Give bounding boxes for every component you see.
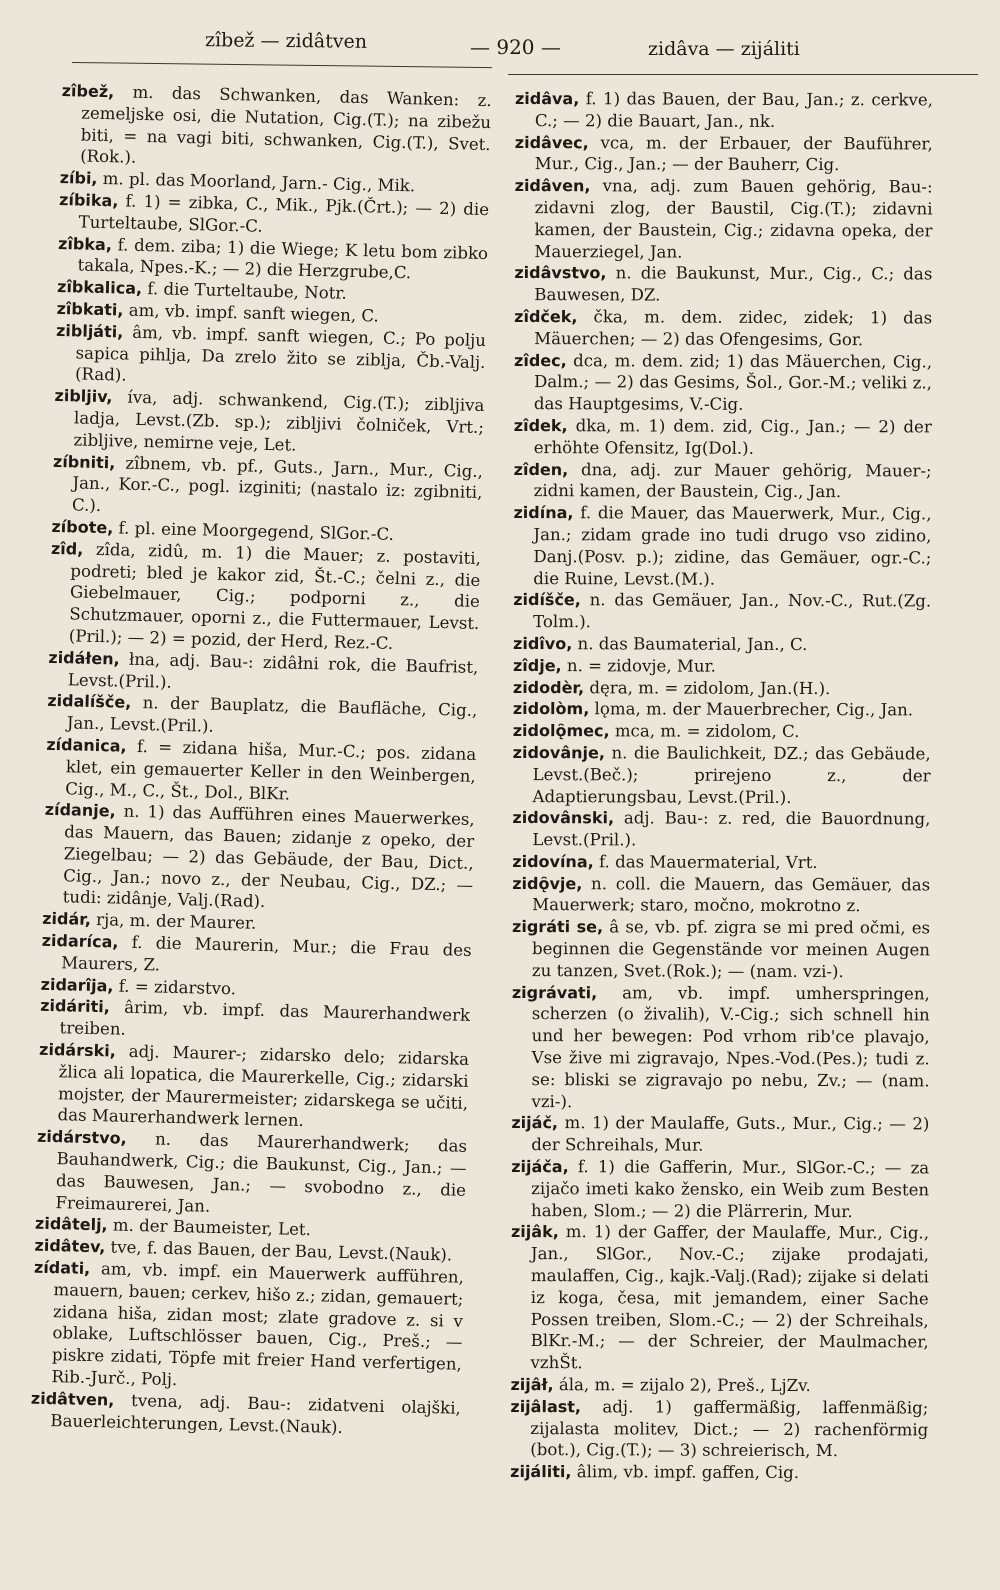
entry-definition: m. 1) der Gaffer, der Maulaffe, Mur., Cig., Jan., SlGor., Nov.-C.; zijake prodajati, maulaffen, Cig., kajk.-Valj.(Rad); zijake si delati iz koga, česa, mit jemandem, einer Sache Possen treiben, Slom.-C.; — 2) der Schreihals, BlKr.-M.; — der Schreier, der Maulmacher, vzhŠt. — [530, 1222, 930, 1373]
entry-headword: zigrávati, — [511, 982, 598, 1002]
entry-headword: zîd, — [50, 538, 84, 559]
entry-definition: n. das Gemäuer, Jan., Nov.-C., Rut.(Zg. Tolm.). — [533, 590, 932, 632]
dictionary-entry — [514, 175, 932, 264]
dictionary-entry — [511, 1221, 930, 1375]
dictionary-entry — [30, 1387, 461, 1441]
entry-definition: f. = zidana hiša, Mur.-C.; pos. zidana klet, ein gemauerter Keller in den Weinbergen, Cig., M., C., Št., Dol., BlKr. — [65, 736, 477, 804]
entry-definition: f. die Turteltaube, Notr. — [141, 279, 347, 303]
running-head-left: zîbež — zidâtven — [204, 29, 368, 53]
entry-headword: zídanica, — [46, 734, 127, 756]
entry-definition: zîbnem, vb. pf., Guts., Jarn., Mur., Cig., Jan., Kor.-C., pogl. izginiti; (nastalo iz: zgibniti, C.). — [71, 452, 484, 516]
entry-headword: zigráti se, — [512, 917, 604, 937]
entry-headword: zidaríca, — [41, 930, 119, 952]
dictionary-entry — [513, 698, 931, 721]
entry-headword: zîbež, — [61, 80, 115, 102]
entry-headword: zidovína, — [512, 851, 594, 872]
entry-definition: vna, adj. zum Bauen gehörig, Bau-: zidavni zlog, der Baustil, Cig.(T.); zidavni kamen, der Baustein, Cig.; zidavna opeka, der Mauerziegel, Jan. — [534, 176, 933, 262]
dictionary-entry — [515, 88, 933, 133]
dictionary-entry — [510, 1396, 928, 1463]
entry-headword: zijâk, — [510, 1222, 559, 1242]
dictionary-entry — [52, 450, 483, 526]
entry-headword: zijâł, — [510, 1375, 554, 1395]
dictionary-entry — [511, 1156, 929, 1223]
entry-headword: zidáłen, — [48, 647, 120, 669]
entry-definition: f. das Mauermaterial, Vrt. — [593, 852, 818, 872]
entry-definition: n. 1) das Aufführen eines Mauerwerkes, das Mauern, das Bauen; zidanje z opeko, der Ziegelbau; — 2) das Gebäude, der Bau, Dict., Cig., Jan.; novo z., der Neubau, Cig., DZ.; — tudi: zidânje, Valj.(Rad). — [62, 801, 475, 912]
entry-definition: f. dem. ziba; 1) die Wiege; K letu bom zibko takala, Npes.-K.; — 2) die Herzgrube,C. — [77, 234, 489, 283]
entry-definition: m. pl. das Moorland, Jarn.- Cig., Mik. — [97, 169, 416, 196]
entry-headword: zídati, — [33, 1257, 91, 1279]
entry-definition: â se, vb. pf. zigra se mi pred očmi, es beginnen die Gegenstände vor meinen Augen zu tanzen, Svet.(Rok.); — (nam. vzi-). — [531, 917, 931, 982]
entry-headword: zidárski, — [38, 1039, 117, 1061]
dictionary-entry — [514, 306, 932, 351]
entry-headword: zidâvstvo, — [514, 263, 607, 283]
entry-headword: zidovânski, — [512, 808, 615, 828]
dictionary-entry — [512, 742, 930, 809]
dictionary-entry — [42, 799, 474, 918]
dictionary-entry — [514, 415, 932, 460]
entry-headword: zîbkalica, — [56, 277, 143, 299]
entry-headword: zíbote, — [51, 516, 114, 538]
entry-headword: zijâlast, — [510, 1396, 582, 1417]
entry-headword: zîbka, — [57, 233, 113, 254]
entry-definition: n. coll. die Mauern, das Gemäuer, das Mauerwerk; staro, močno, mokrotno z. — [532, 873, 931, 916]
entry-headword: zidâtev, — [34, 1235, 106, 1257]
entry-definition: lǫma, m. der Mauerbrecher, Cig., Jan. — [589, 699, 914, 720]
entry-headword: zidâvec, — [514, 132, 589, 152]
entry-definition: am, vb. impf. umherspringen, scherzen (o živalih), V.-Cig.; sich schnell hin und her bewegen: Pod vrhom rib'ce plavajo, Vse žive mi zigravajo, Npes.-Vod.(Pes.); tudi z. se: bliski se zigravajo po nebu, Zv.; — (nam. vzi-). — [531, 982, 930, 1111]
entry-headword: zîdek, — [513, 415, 568, 436]
entry-headword: zîbkati, — [56, 298, 124, 320]
dictionary-entry — [512, 851, 930, 874]
entry-definition: łna, adj. Bau-: zidâłni rok, die Baufrist, Levst.(Pril.). — [67, 649, 479, 692]
entry-headword: zijáliti, — [510, 1462, 572, 1482]
dictionary-entry — [514, 262, 932, 307]
dictionary-entry — [512, 873, 930, 918]
entry-headword: zidalíšče, — [47, 691, 132, 713]
entry-definition: tvena, adj. Bau-: zidatveni olajški, Bauerleichterungen, Levst.(Nauk). — [50, 1390, 462, 1437]
entry-definition: mca, m. = zidolom, C. — [609, 721, 800, 742]
dictionary-entry — [512, 916, 930, 983]
entry-definition: f. 1) = zibka, C., Mik., Pjk.(Črt.); — 2) die Turteltaube, SlGor.-C. — [78, 191, 490, 236]
header-rule-right — [508, 74, 978, 75]
entry-headword: zidîvo, — [513, 633, 573, 654]
entry-headword: zîdje, — [512, 655, 562, 675]
entry-headword: zidovânje, — [512, 742, 605, 763]
entry-headword: zíbniti, — [52, 451, 116, 472]
dictionary-entry — [515, 132, 933, 177]
dictionary-entry — [511, 982, 929, 1114]
entry-definition: am, vb. impf. ein Mauerwerk aufführen, mauern, bauen; cerkev, hišo z.; zidan, gemauert; zidana hiša, zidan most; zlate gradove z. si v oblake, Luftschlösser bauen, Cig., Preš.; — piskre zidati, Töpfe mit freier Hand verfertigen, Rib.-Jurč., Polj. — [51, 1259, 465, 1390]
entry-headword: zidâtven, — [30, 1388, 115, 1410]
dictionary-entry — [31, 1257, 464, 1398]
entry-definition: f. = zidarstvo. — [113, 976, 237, 999]
entry-definition: n. die Baukunst, Mur., Cig., C.; das Bauwesen, DZ. — [534, 263, 933, 305]
entry-headword: zidáriti, — [39, 996, 111, 1017]
entry-headword: zidodèr, — [512, 677, 585, 697]
entry-headword: zidíšče, — [513, 590, 581, 610]
dictionary-entry — [514, 350, 932, 417]
entry-headword: zidâtelj, — [34, 1214, 108, 1235]
dictionary-entry — [513, 720, 931, 743]
running-head-right: zidâva — zijáliti — [648, 38, 800, 60]
dictionary-entry — [49, 538, 481, 657]
dictionary-entry — [512, 807, 930, 852]
entry-headword: zîdček, — [514, 306, 578, 327]
entry-definition: ála, m. = zijalo 2), Preš., LjZv. — [553, 1375, 811, 1396]
entry-definition: m. das Schwanken, das Wanken: z. zemeljske osi, die Nutation, Cig.(T.); na zibežu biti, = na vagi biti, schwanken, Cig.(T.), Svet.(Rok.). — [79, 82, 492, 168]
entry-headword: zíbi, — [59, 168, 98, 189]
entry-definition: íva, adj. schwankend, Cig.(T.); zibljiva ladja, Levst.(Zb. sp.); zibljivi čolniček, Vrt.; zibljive, nemirne veje, Let. — [73, 387, 485, 455]
entry-definition: vca, m. der Erbauer, der Bauführer, Mur., Cig., Jan.; — der Bauherr, Cig. — [534, 132, 933, 175]
entry-definition: dca, m. dem. zid; 1) das Mäuerchen, Cig., Dalm.; — 2) das Gesims, Šol., Gor.-M.; veliki z., das Hauptgesims, V.-Cig. — [533, 350, 933, 414]
dictionary-entry — [60, 80, 492, 177]
entry-headword: zídanje, — [44, 800, 116, 821]
header-rule-left — [72, 62, 492, 68]
entry-definition: dęra, m. = zidolom, Jan.(H.). — [584, 677, 831, 698]
entry-definition: âlim, vb. impf. gaffen, Cig. — [571, 1462, 800, 1483]
left-column — [30, 80, 492, 1441]
entry-definition: f. die Mauer, das Mauerwerk, Mur., Cig., Jan.; zidam grade ino tudi drugo vso zidino, Danj.(Posv. p.); zidine, das Gemäuer, ogr.-C.; die Ruine, Levst.(M.). — [533, 503, 932, 589]
dictionary-entry — [35, 1126, 467, 1223]
entry-definition: zîda, zidû, m. 1) die Mauer; z. postaviti, podreti; bled je kakor zid, Št.-C.; čelni z., die Giebelmauer, Cig.; podporni z., die Schutzmauer, oporni z., die Futtermauer, Levst.(Pril.); — 2) = pozid, der Herd, Rez.-C. — [68, 539, 482, 653]
dictionary-entry — [45, 734, 476, 810]
entry-headword: zidǫ̑vje, — [512, 873, 583, 893]
entry-definition: m. der Baumeister, Let. — [107, 1215, 312, 1240]
entry-headword: zidár, — [42, 909, 92, 930]
dictionary-entry — [53, 385, 484, 461]
entry-definition: tve, f. das Bauen, der Bau, Levst.(Nauk). — [105, 1237, 453, 1265]
dictionary-entry — [513, 655, 931, 678]
entry-headword: zîden, — [513, 459, 569, 479]
dictionary-entry — [55, 320, 486, 396]
entry-definition: n. das Baumaterial, Jan., C. — [572, 634, 808, 654]
entry-headword: zidâven, — [514, 176, 591, 196]
entry-headword: zidárstvo, — [36, 1126, 127, 1149]
dictionary-entry — [513, 633, 931, 656]
entry-headword: zidína, — [513, 503, 574, 523]
entry-definition: am, vb. impf. sanft wiegen, C. — [123, 300, 380, 326]
dictionary-entry — [513, 589, 931, 634]
page-number: — 920 — — [470, 35, 561, 59]
entry-headword: zîdec, — [514, 350, 567, 370]
entry-definition: adj. 1) gaffermäßig, laffenmäßig; zijalasta molitev, Dict.; — 2) rachenförmig (bot.), Cig.(T.); — 3) schreierisch, M. — [530, 1397, 929, 1461]
entry-headword: zijáč, — [511, 1113, 559, 1133]
right-column — [510, 88, 933, 1484]
entry-definition: dka, m. 1) dem. zid, Cig., Jan.; — 2) der erhöhte Ofensitz, Ig(Dol.). — [533, 416, 932, 458]
dictionary-entry — [511, 1112, 929, 1157]
entry-definition: f. 1) das Bauen, der Bau, Jan.; z. cerkve, C.; — 2) die Bauart, Jan., nk. — [534, 89, 933, 131]
dictionary-entry — [513, 502, 931, 591]
entry-headword: zidolǫ̑mec, — [512, 721, 610, 741]
entry-definition: n. die Baulichkeit, DZ.; das Gebäude, Levst.(Beč.); prirejeno z., der Adaptierungsbau, Levst.(Pril.). — [532, 743, 931, 807]
entry-definition: čka, m. dem. zidec, zidek; 1) das Mäuerchen; — 2) das Ofengesims, Gor. — [534, 307, 933, 349]
entry-definition: f. pl. eine Moorgegend, SlGor.-C. — [113, 518, 395, 544]
entry-headword: zidâva, — [514, 88, 580, 109]
entry-definition: f. die Maurerin, Mur.; die Frau des Maurers, Z. — [60, 932, 472, 975]
entry-definition: ârim, vb. impf. das Maurerhandwerk treiben. — [59, 997, 471, 1040]
entry-headword: zíbika, — [58, 189, 119, 211]
entry-headword: zibljiv, — [54, 386, 113, 407]
entry-definition: n. der Bauplatz, die Baufläche, Cig., Jan., Levst.(Pril.). — [66, 693, 478, 736]
entry-headword: zibljáti, — [55, 320, 124, 342]
entry-definition: n. das Maurerhandwerk; das Bauhandwerk, Cig.; die Baukunst, Cig., Jan.; — das Bauwesen, Jan.; — svobodno z., die Freimaurerei, Jan. — [55, 1129, 468, 1216]
entry-definition: f. 1) die Gafferin, Mur., SlGor.-C.; — za zijačo imeti kako žensko, ein Weib zum Besten haben, Slom.; — 2) die Plärrerin, Mur. — [531, 1157, 930, 1221]
entry-headword: zidolòm, — [512, 699, 590, 719]
dictionary-entry — [510, 1374, 928, 1397]
entry-headword: zidarîja, — [40, 974, 114, 996]
dictionary-entry — [513, 677, 931, 700]
entry-definition: adj. Maurer-; zidarsko delo; zidarska žlica ali lopatica, die Maurerkelle, Cig.; zidarski mojster, der Maurermeister; zidarskega se učiti, das Maurerhandwerk lernen. — [57, 1041, 470, 1131]
entry-definition: âm, vb. impf. sanft wiegen, C.; Po polju sapica pihlja, Da zrelo žito se ziblja, Čb.-Valj.(Rad). — [74, 322, 487, 385]
entry-definition: m. 1) der Maulaffe, Guts., Mur., Cig.; — 2) der Schreihals, Mur. — [531, 1113, 930, 1155]
dictionary-entry — [510, 1461, 928, 1484]
entry-definition: adj. Bau-: z. red, die Bauordnung, Levst.(Pril.). — [532, 808, 931, 850]
dictionary-entry — [37, 1039, 469, 1136]
entry-definition: rja, m. der Maurer. — [90, 910, 257, 934]
entry-definition: n. = zidovje, Mur. — [561, 655, 717, 676]
entry-headword: zijáča, — [511, 1157, 569, 1177]
dictionary-entry — [514, 459, 932, 504]
entry-definition: dna, adj. zur Mauer gehörig, Mauer-; zidni kamen, der Baustein, Cig., Jan. — [533, 459, 932, 502]
